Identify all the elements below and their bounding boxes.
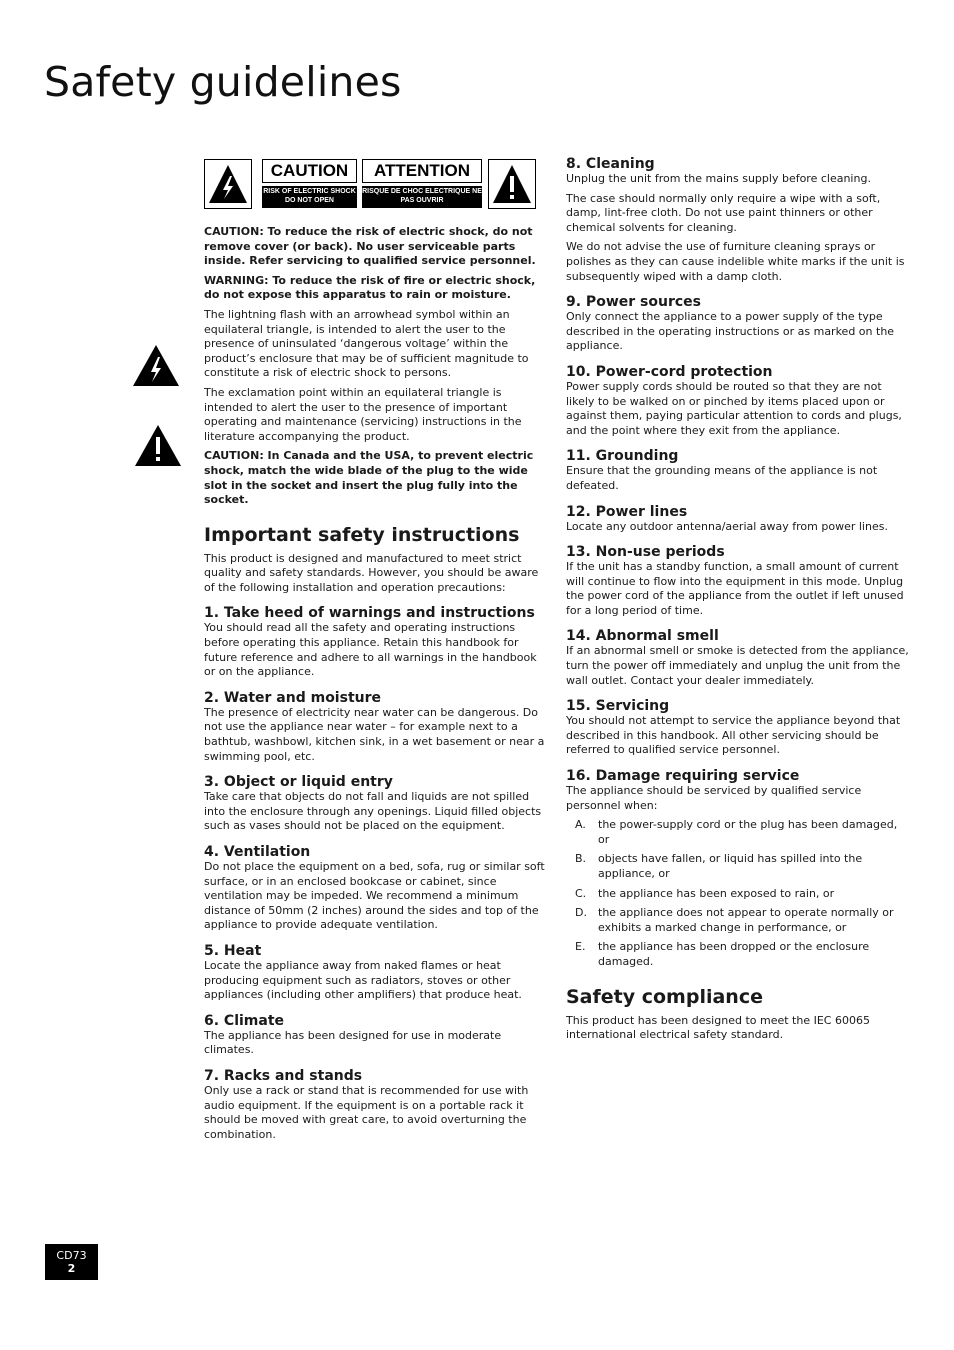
list-item <box>566 818 910 847</box>
section-heading: 7. Racks and stands <box>204 1067 363 1084</box>
caution-canada-text: CAUTION: In Canada and the USA, to prevent electric shock, match the wide blade of the plug to the wide slot in the socket and insert the plug fully into the socket. <box>204 449 534 507</box>
section-text: You should not attempt to service the appliance beyond that described in this handbook. All other servicing should be referred to qualified service personnel. <box>566 714 901 757</box>
section-heading: 12. Power lines <box>566 503 688 520</box>
lightning-explanation: The lightning flash with an arrowhead symbol within an equilateral triangle, is intended to alert the user to the presence of uninsulated ‘dangerous voltage’ within the product’s enclosure that may be of sufficient magnitude to constitute a risk of electric shock to persons. <box>204 307 529 380</box>
list-item-text: the appliance has been dropped or the enclosure damaged. <box>598 940 870 968</box>
page-footer-tab <box>45 1244 98 1280</box>
important-instructions-title: Important safety instructions <box>204 523 520 546</box>
list-marker: D. <box>575 906 587 920</box>
warning-fire-text: WARNING: To reduce the risk of fire or electric shock, do not expose this apparatus to rain or moisture. <box>204 273 536 302</box>
section-text: Ensure that the grounding means of the appliance is not defeated. <box>566 464 878 492</box>
section-text: We do not advise the use of furniture cleaning sprays or polishes as they can cause indelible white marks if the unit is subsequently wiped with a damp cloth. <box>566 240 905 283</box>
list-item <box>566 906 910 935</box>
lightning-box <box>204 159 252 209</box>
section-text: Locate any outdoor antenna/aerial away from power lines. <box>566 519 888 533</box>
lightning-triangle-icon <box>132 344 180 387</box>
section-text: Power supply cords should be routed so that they are not likely to be walked on or pinched by items placed upon or against them, paying particular attention to cords and plugs, and the point where they exit from the appliance. <box>566 379 902 437</box>
attention-label <box>362 159 482 208</box>
section-heading: 6. Climate <box>204 1012 285 1029</box>
section-text: If an abnormal smell or smoke is detected from the appliance, turn the power off immediately and unplug the unit from the wall outlet. Contact your dealer immediately. <box>566 644 909 687</box>
damage-list <box>566 818 910 969</box>
list-marker: A. <box>575 818 586 832</box>
section-heading: 5. Heat <box>204 942 262 959</box>
section-heading: 4. Ventilation <box>204 844 311 860</box>
list-marker: E. <box>575 940 586 954</box>
section-text: Do not place the equipment on a bed, sofa, rug or similar soft surface, or in an enclosed bookcase or cabinet, since ventilation may be impeded. We recommend a minimum distance of 50mm (2 inches) around the sides and top of the appliance to provide adequate ventilation. <box>204 860 545 932</box>
list-marker: B. <box>575 852 587 866</box>
page-number: 2 <box>67 1262 76 1275</box>
caution-label-sub: RISK OF ELECTRIC SHOCK DO NOT OPEN <box>262 186 357 208</box>
exclamation-triangle-icon <box>492 163 532 205</box>
warning-graphic <box>204 159 540 213</box>
caution-shock-text: CAUTION: To reduce the risk of electric shock, do not remove cover (or back). No user serviceable parts inside. Refer servicing to qualified service personnel. <box>204 225 536 268</box>
section-heading: 11. Grounding <box>566 448 679 465</box>
section-heading: 14. Abnormal smell <box>566 628 719 645</box>
safety-compliance-text: This product has been designed to meet the IEC 60065 international electrical safety standard. <box>566 1013 870 1042</box>
section-text: Take care that objects do not fall and liquids are not spilled into the enclosure through any openings. Liquid filled objects such as vases should not be placed on the equipment. <box>204 790 542 833</box>
section-text: Locate the appliance away from naked flames or heat producing equipment such as radiators, stoves or other appliances (including other amplifiers) that produce heat. <box>204 958 522 1002</box>
section-text: Only use a rack or stand that is recommended for use with audio equipment. If the equipment is on a portable rack it should be moved with great care, to avoid overturning the combination. <box>204 1083 529 1141</box>
important-intro: This product is designed and manufactured to meet strict quality and safety standards. However, you should be aware of the following installation and operation precautions: <box>204 551 539 594</box>
list-item-text: the appliance does not appear to operate normally or exhibits a marked change in performance, or <box>598 906 894 934</box>
list-item-text: the power-supply cord or the plug has been damaged, or <box>598 818 898 846</box>
attention-label-title: ATTENTION <box>362 159 482 183</box>
section-heading: 2. Water and moisture <box>204 689 381 706</box>
caution-label <box>262 159 357 208</box>
section-heading: 13. Non-use periods <box>566 544 725 561</box>
safety-compliance-title: Safety compliance <box>566 985 763 1008</box>
caution-label-title: CAUTION <box>262 159 357 183</box>
exclamation-triangle-icon <box>134 424 182 467</box>
right-column <box>566 157 910 1048</box>
section-text: Unplug the unit from the mains supply before cleaning. <box>566 172 871 185</box>
section-heading: 15. Servicing <box>566 698 670 715</box>
list-item <box>566 940 910 969</box>
section-text: You should read all the safety and operating instructions before operating this appliance. Retain this handbook for future reference and adhere to all warnings in the handbook or on the appliance. <box>204 621 537 679</box>
section-heading: 9. Power sources <box>566 294 701 311</box>
section-text: If the unit has a standby function, a small amount of current will continue to flow into the equipment in this mode. Unplug the power cord of the appliance from the outlet if left unused for a long period of time. <box>566 560 904 617</box>
section-heading: 1. Take heed of warnings and instructions <box>204 605 535 622</box>
section-text: The appliance should be serviced by qualified service personnel when: <box>566 784 862 812</box>
section-text: The presence of electricity near water can be dangerous. Do not use the appliance near water – for example next to a bathtub, washbowl, kitchen sink, in a wet basement or near a swimming pool, etc. <box>204 705 545 763</box>
section-text: The case should normally only require a wipe with a soft, damp, lint-free cloth. Do not use paint thinners or other chemical solvents for cleaning. <box>566 191 881 234</box>
section-text: Only connect the appliance to a power supply of the type described in the operating instructions or as marked on the appliance. <box>566 310 895 353</box>
list-item-text: objects have fallen, or liquid has spilled into the appliance, or <box>598 852 863 880</box>
list-item <box>566 887 910 902</box>
lightning-triangle-icon <box>208 163 248 205</box>
left-column <box>204 157 546 1147</box>
list-item <box>566 852 910 881</box>
section-heading: 16. Damage requiring service <box>566 768 800 785</box>
attention-label-sub: RISQUE DE CHOC ELECTRIQUE NE PAS OUVRIR <box>362 186 482 208</box>
section-heading: 8. Cleaning <box>566 156 655 172</box>
exclamation-box <box>488 159 536 209</box>
list-item-text: the appliance has been exposed to rain, or <box>598 886 835 900</box>
section-heading: 10. Power-cord protection <box>566 363 773 380</box>
section-heading: 3. Object or liquid entry <box>204 774 393 791</box>
section-text: The appliance has been designed for use in moderate climates. <box>204 1028 502 1057</box>
exclamation-explanation: The exclamation point within an equilateral triangle is intended to alert the user to the presence of important operating and maintenance (servicing) instructions in the literature accompanying the product. <box>204 385 522 443</box>
page-title: Safety guidelines <box>44 58 402 106</box>
model-name: CD73 <box>56 1249 87 1262</box>
list-marker: C. <box>575 886 587 900</box>
